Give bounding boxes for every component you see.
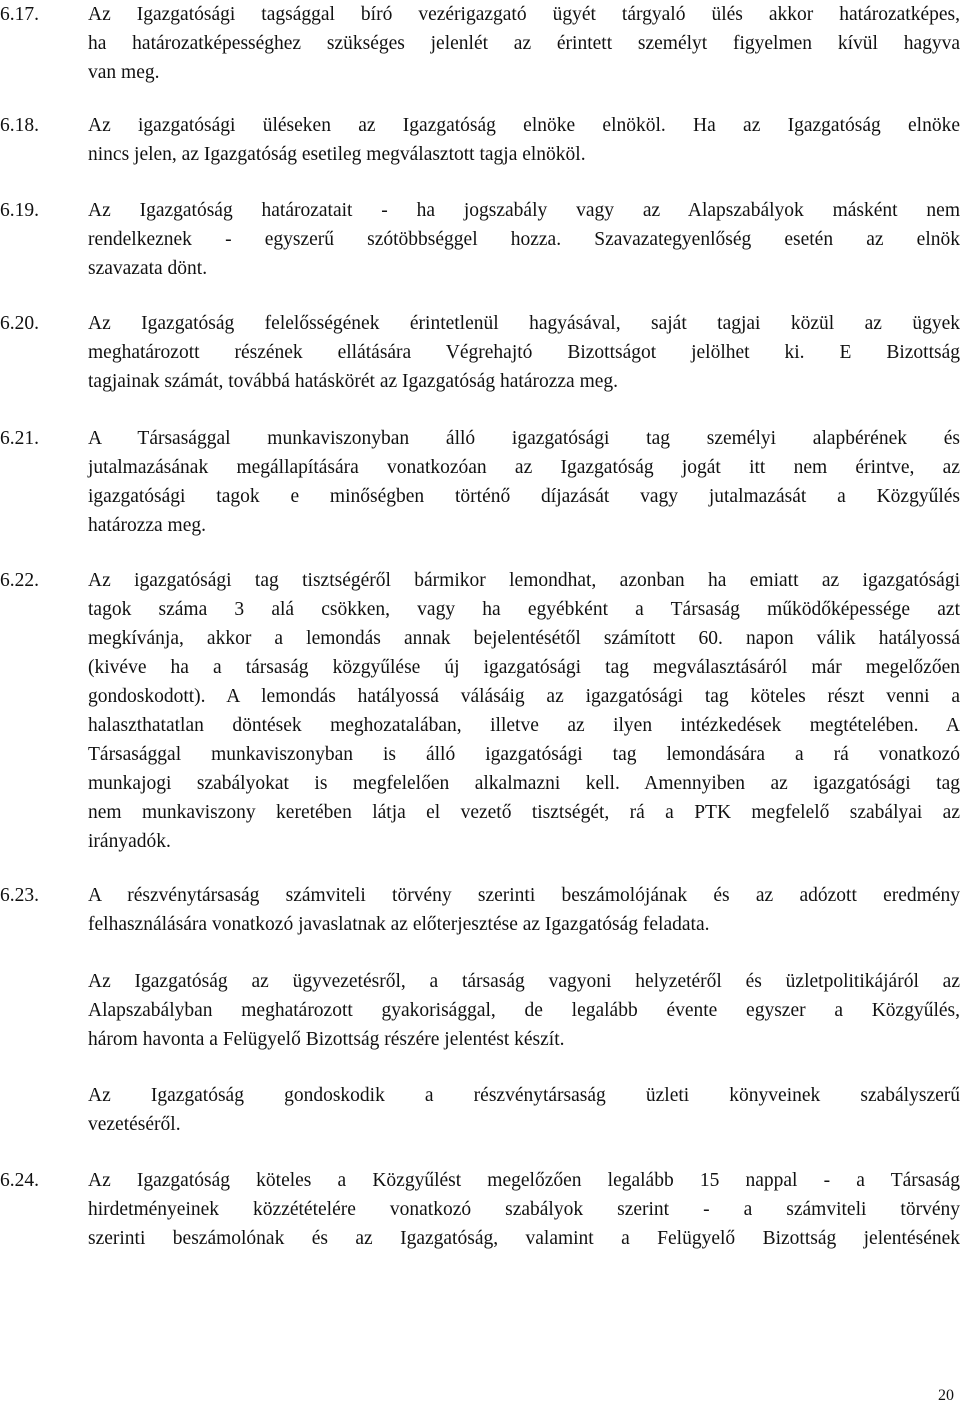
text-line: meghatározott részének ellátására Végrehajtó Bizottságot jelölhet ki. E Bizottság (88, 342, 960, 363)
text-line: tagok száma 3 alá csökken, vagy ha egyébként a Társaság működőképessége azt (88, 599, 960, 620)
section-number: 6.23. (0, 885, 39, 906)
section-number: 6.21. (0, 428, 39, 449)
text-line: (kivéve ha a társaság közgyűlése új igazgatósági tag megválasztásáról már megelőzően (88, 657, 960, 678)
text-line: megkívánja, akkor a lemondás annak bejelentésétől számított 60. napon válik hatályossá (88, 628, 960, 649)
text-line: három havonta a Felügyelő Bizottság részére jelentést készít. (88, 1029, 565, 1050)
text-line: tagjainak számát, továbbá hatáskörét az Igazgatóság határozza meg. (88, 371, 619, 392)
text-line: munkajogi szabályokat is megfelelően alkalmazni kell. Amennyiben az igazgatósági tag (88, 773, 960, 794)
text-line: Az igazgatósági üléseken az Igazgatóság elnöke elnököl. Ha az Igazgatóság elnöke (88, 115, 960, 136)
text-line: jutalmazásának megállapítására vonatkozóan az Igazgatóság jogát itt nem érintve, az (88, 457, 960, 478)
text-line: ha határozatképességhez szükséges jelenlét az érintett személyt figyelmen kívül hagyva (88, 33, 960, 54)
text-line: Társasággal munkaviszonyban is álló igazgatósági tag lemondására a rá vonatkozó (88, 744, 960, 765)
section-number: 6.20. (0, 313, 39, 334)
text-line: A részvénytársaság számviteli törvény szerinti beszámolójának és az adózott eredmény (88, 885, 960, 906)
text-line: Az igazgatósági tag tisztségéről bármikor lemondhat, azonban ha emiatt az igazgatósági (88, 570, 960, 591)
section-number: 6.18. (0, 115, 39, 136)
text-line: vezetéséről. (88, 1114, 181, 1135)
text-line: irányadók. (88, 831, 171, 852)
text-line: halaszthatatlan döntések meghozatalában, illetve az ilyen intézkedések megtételében. A (88, 715, 960, 736)
text-line: Alapszabályban meghatározott gyakorisággal, de legalább évente egyszer a Közgyűlés, (88, 1000, 960, 1021)
text-line: Az Igazgatóság felelősségének érintetlenül hagyásával, saját tagjai közül az ügyek (88, 313, 960, 334)
section-number: 6.22. (0, 570, 39, 591)
text-line: határozza meg. (88, 515, 207, 536)
page-number: 20 (938, 1387, 954, 1404)
text-line: szerinti beszámolónak és az Igazgatóság, valamint a Felügyelő Bizottság jelentésének (88, 1228, 960, 1249)
text-line: nem munkaviszony keretében látja el vezető tisztségét, rá a PTK megfelelő szabályai az (88, 802, 960, 823)
text-line: gondoskodott). A lemondás hatályossá válásáig az igazgatósági tag köteles részt venni a (88, 686, 960, 707)
text-line: hirdetményeinek közzétételére vonatkozó szabályok szerint - a számviteli törvény (88, 1199, 960, 1220)
text-line: igazgatósági tagok e minőségben történő díjazását vagy jutalmazását a Közgyűlés (88, 486, 960, 507)
text-line: Az Igazgatóság az ügyvezetésről, a társaság vagyoni helyzetéről és üzletpolitikájáról az (88, 971, 960, 992)
text-line: Az Igazgatóság határozatait - ha jogszabály vagy az Alapszabályok másként nem (88, 200, 960, 221)
text-line: rendelkeznek - egyszerű szótöbbséggel hozza. Szavazategyenlőség esetén az elnök (88, 229, 960, 250)
text-line: Az Igazgatóság gondoskodik a részvénytársaság üzleti könyveinek szabályszerű (88, 1085, 960, 1106)
text-line: felhasználására vonatkozó javaslatnak az előterjesztése az Igazgatóság feladata. (88, 914, 710, 935)
text-line: szavazata dönt. (88, 258, 208, 279)
text-line: nincs jelen, az Igazgatóság esetileg megválasztott tagja elnököl. (88, 144, 586, 165)
text-line: Az Igazgatósági tagsággal bíró vezérigazgató ügyét tárgyaló ülés akkor határozatképes, (88, 4, 960, 25)
text-line: van meg. (88, 62, 160, 83)
text-line: Az Igazgatóság köteles a Közgyűlést megelőzően legalább 15 nappal - a Társaság (88, 1170, 960, 1191)
section-number: 6.19. (0, 200, 39, 221)
section-number: 6.17. (0, 4, 39, 25)
text-line: A Társasággal munkaviszonyban álló igazgatósági tag személyi alapbérének és (88, 428, 960, 449)
section-number: 6.24. (0, 1170, 39, 1191)
